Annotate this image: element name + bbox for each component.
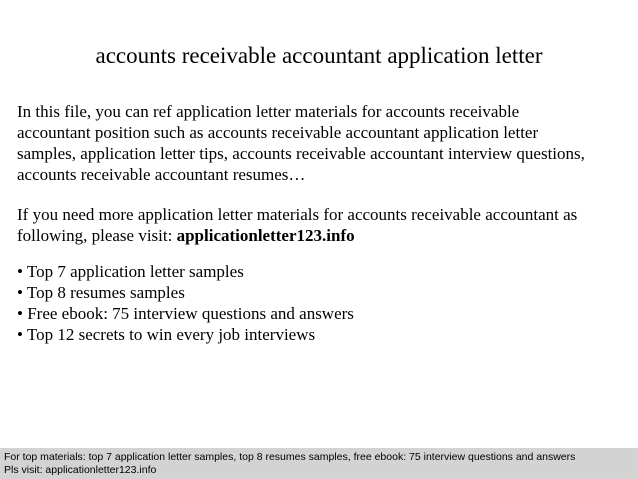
- page-title: accounts receivable accountant application letter: [95, 43, 543, 68]
- visit-paragraph: [17, 204, 622, 246]
- intro-line: accounts receivable accountant resumes…: [17, 165, 306, 184]
- intro-paragraph: [17, 101, 622, 185]
- visit-line: [17, 225, 622, 246]
- footer-line: Pls visit: applicationletter123.info: [4, 464, 157, 476]
- intro-line: accountant position such as accounts receivable accountant application letter: [17, 123, 539, 142]
- visit-prefix: following, please visit:: [17, 226, 177, 245]
- intro-line: samples, application letter tips, accounts receivable accountant interview questions,: [17, 144, 585, 163]
- visit-line: If you need more application letter materials for accounts receivable accountant as: [17, 205, 578, 224]
- list-item: • Top 8 resumes samples: [17, 283, 185, 302]
- list-item: • Top 12 secrets to win every job interviews: [17, 325, 316, 344]
- footer-line: For top materials: top 7 application letter samples, top 8 resumes samples, free ebook: 75 interview questions and answers: [4, 451, 576, 463]
- site-link[interactable]: applicationletter123.info: [176, 226, 355, 245]
- bullet-list: [17, 261, 354, 345]
- list-item: • Top 7 application letter samples: [17, 262, 244, 281]
- intro-line: In this file, you can ref application letter materials for accounts receivable: [17, 102, 520, 121]
- footer-bar: [0, 448, 638, 479]
- list-item: • Free ebook: 75 interview questions and answers: [17, 304, 354, 323]
